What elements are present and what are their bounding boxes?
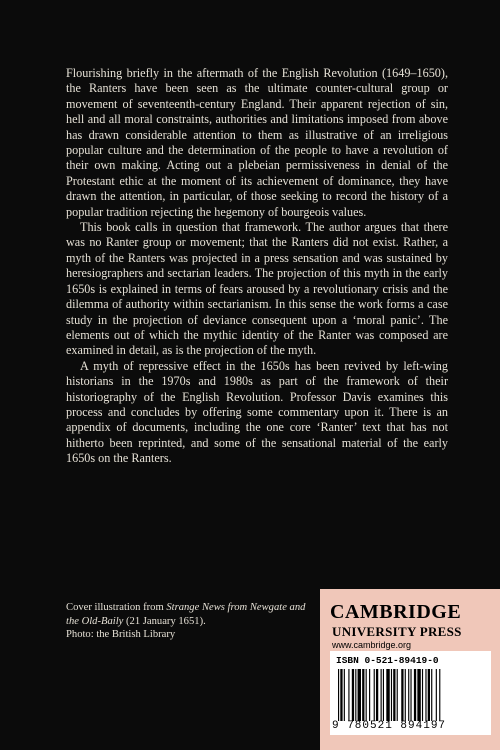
barcode-bar (374, 669, 375, 721)
barcode-bar (414, 669, 416, 721)
publisher-name: CAMBRIDGE (330, 601, 462, 623)
barcode-bar (338, 669, 339, 721)
barcode-bar (410, 669, 411, 721)
barcode-bar (344, 669, 345, 721)
barcode-bar (428, 669, 430, 721)
blurb-paragraph-3: A myth of repressive effect in the 1650s has been revived by left-wing historians in the 1970s and 1980s as part of the framework of their historiography of the English Revolution. Professor Davis examines this process and concludes by offering some commentary upon it. There is an appendix of documents, including the one core ‘Ranter’ text that has not hitherto been reprinted, and some of the sensational material of the early 1650s on the Ranters. (66, 358, 448, 466)
barcode-bar (439, 669, 440, 721)
publisher-panel (320, 589, 500, 750)
cover-illustration-credit (66, 601, 316, 642)
back-cover-blurb (66, 66, 448, 467)
barcode-bar (408, 669, 409, 721)
barcode-bar (391, 669, 392, 721)
barcode-bar (383, 669, 384, 721)
barcode-bar (386, 669, 389, 721)
blurb-paragraph-1: Flourishing briefly in the aftermath of the English Revolution (1649–1650), the Ranters have been seen as the ultimate counter-cultural group or movement of seventeenth-century England. Their apparent rejection of sin, hell and all moral constraints, authorities and limitations imposed from above has drawn considerable attention to them as illustrative of an irreligious popular culture and the determination of the people to have a revolution of their own making. Acting out a plebeian permissiveness in denial of the Protestant ethic at the moment of its achievement of dominance, they have drawn the attention, in particular, of those seeking to record the history of a popular tradition rejecting the hegemony of bourgeois values. (66, 66, 448, 219)
barcode-bar (376, 669, 378, 721)
barcode-bar (381, 669, 382, 721)
credit-prefix: Cover illustration from (66, 602, 167, 613)
barcode-bar (358, 669, 361, 721)
barcode-bar (405, 669, 406, 721)
barcode-bar (436, 669, 437, 721)
barcode-bar (348, 669, 349, 721)
publisher-url: www.cambridge.org (332, 640, 412, 650)
barcode-bar (340, 669, 342, 721)
barcode-bar (355, 669, 356, 721)
barcode-bar (369, 669, 370, 721)
barcode-bar (417, 669, 420, 721)
isbn-label: ISBN 0-521-89419-0 (336, 655, 439, 666)
barcode-digits: 9 780521 894197 (332, 720, 447, 732)
blurb-paragraph-2: This book calls in question that framework. The author argues that there was no Ranter group or movement; that the Ranters did not exist. Rather, a myth of the Ranters was projected in a press sensation and was sustained by heresiographers and sectarian leaders. The projection of this myth in the early 1650s is explained in terms of fears aroused by a revolutionary crisis and the dilemma of authority within sectarianism. In this sense the work forms a case study in the projection of deviance consequent upon a ‘moral panic’. The elements out of which the mythic identity of the Ranter was composed are examined in detail, as is the projection of the myth. (66, 220, 448, 358)
credit-title: Strange News from Newgate and the Old-Baily (66, 602, 306, 627)
credit-suffix: (21 January 1651). (123, 615, 206, 627)
publisher-press: UNIVERSITY PRESS (332, 624, 462, 639)
barcode-bar (393, 669, 395, 721)
barcode-bar (425, 669, 426, 721)
barcode-bar (352, 669, 354, 721)
barcode-bar (366, 669, 367, 721)
barcode-box (330, 651, 491, 735)
barcode-bar (422, 669, 423, 721)
barcode-bar (431, 669, 432, 721)
barcode-bar (397, 669, 398, 721)
barcode-icon (338, 669, 484, 721)
barcode-bar (362, 669, 364, 721)
barcode-bar (401, 669, 403, 721)
credit-photo: Photo: the British Library (66, 629, 176, 641)
